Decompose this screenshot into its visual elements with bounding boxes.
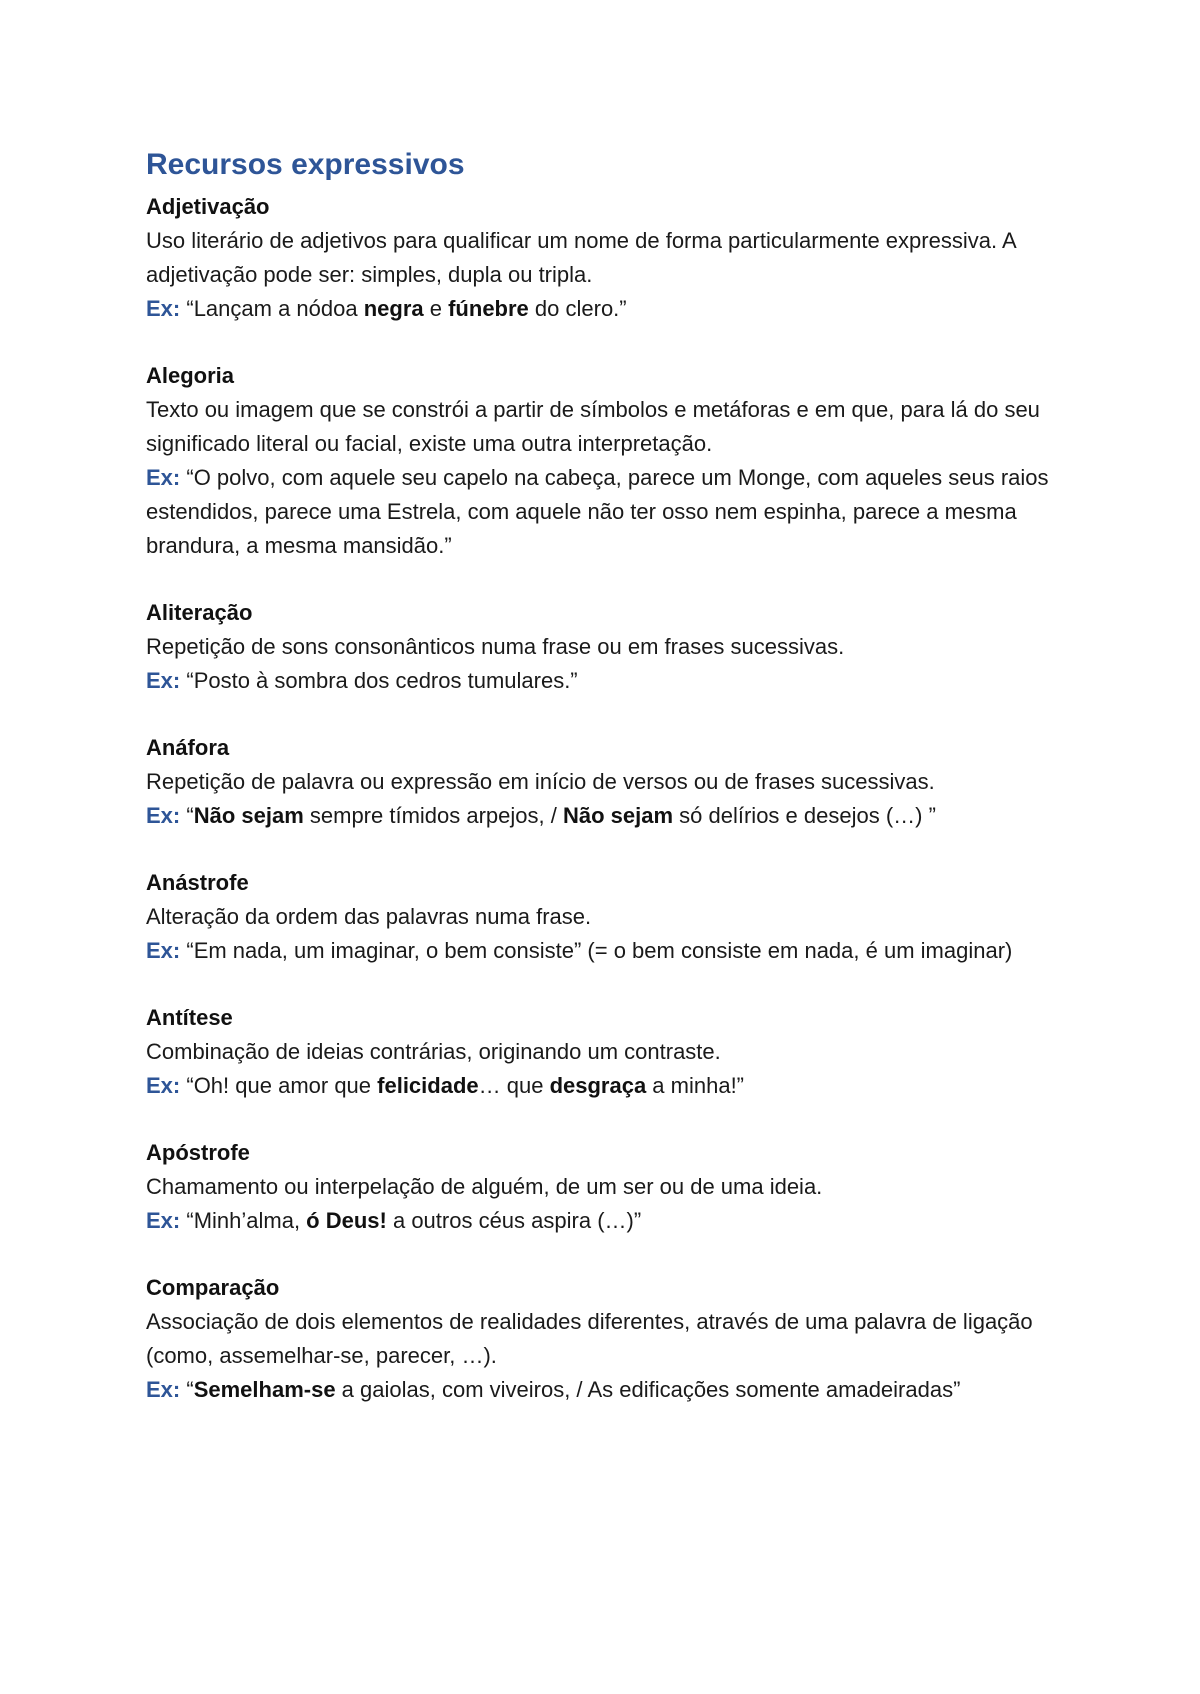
example-segment: só delírios e desejos (…) ” bbox=[673, 803, 936, 828]
example-label: Ex: bbox=[146, 1208, 181, 1233]
example-segment: “Oh! que amor que bbox=[180, 1073, 378, 1098]
term-entry bbox=[146, 190, 1066, 326]
example-text bbox=[180, 1377, 960, 1402]
example-label: Ex: bbox=[146, 465, 181, 490]
example-label: Ex: bbox=[146, 1377, 181, 1402]
example-label: Ex: bbox=[146, 668, 181, 693]
term-example bbox=[146, 461, 1066, 563]
example-emphasis: negra bbox=[363, 296, 424, 321]
term-heading: Apóstrofe bbox=[146, 1140, 250, 1165]
term-example bbox=[146, 292, 1066, 326]
term-example bbox=[146, 664, 1066, 698]
example-text bbox=[146, 465, 1049, 558]
example-segment: sempre tímidos arpejos, / bbox=[303, 803, 563, 828]
example-label: Ex: bbox=[146, 1073, 181, 1098]
term-entry bbox=[146, 866, 1066, 968]
term-example bbox=[146, 1373, 1066, 1407]
page-title: Recursos expressivos bbox=[146, 148, 465, 181]
term-definition: Combinação de ideias contrárias, originando um contraste. bbox=[146, 1039, 721, 1064]
example-emphasis: felicidade bbox=[377, 1073, 479, 1098]
example-segment: “Lançam a nódoa bbox=[180, 296, 364, 321]
term-entry bbox=[146, 1136, 1066, 1238]
term-example bbox=[146, 1204, 1066, 1238]
example-segment: … que bbox=[478, 1073, 550, 1098]
example-segment: “Minh’alma, bbox=[180, 1208, 307, 1233]
term-heading: Adjetivação bbox=[146, 194, 270, 219]
term-definition: Texto ou imagem que se constrói a partir de símbolos e metáforas e em que, para lá do seu significado literal ou facial, existe uma outra interpretação. bbox=[146, 397, 1040, 456]
example-label: Ex: bbox=[146, 296, 181, 321]
example-text bbox=[180, 938, 1012, 963]
document-page bbox=[146, 146, 1066, 1440]
term-definition: Chamamento ou interpelação de alguém, de um ser ou de uma ideia. bbox=[146, 1174, 823, 1199]
term-example bbox=[146, 799, 1066, 833]
term-definition: Alteração da ordem das palavras numa frase. bbox=[146, 904, 592, 929]
example-segment: “Posto à sombra dos cedros tumulares.” bbox=[180, 668, 578, 693]
example-emphasis: fúnebre bbox=[448, 296, 529, 321]
term-example bbox=[146, 1069, 1066, 1103]
term-definition: Uso literário de adjetivos para qualificar um nome de forma particularmente expressiva. A adjetivação pode ser: simples, dupla ou tripla. bbox=[146, 228, 1016, 287]
example-segment: “O polvo, com aquele seu capelo na cabeça, parece um Monge, com aqueles seus raios estendidos, parece uma Estrela, com aquele não ter osso nem espinha, parece a mesma brandura, a mesma mansidão.” bbox=[146, 465, 1049, 558]
term-definition: Repetição de sons consonânticos numa frase ou em frases sucessivas. bbox=[146, 634, 845, 659]
example-emphasis: Semelham-se bbox=[193, 1377, 336, 1402]
term-example bbox=[146, 934, 1066, 968]
term-heading: Anáfora bbox=[146, 735, 230, 760]
example-text bbox=[180, 803, 936, 828]
term-heading: Anástrofe bbox=[146, 870, 249, 895]
example-segment: a minha!” bbox=[646, 1073, 745, 1098]
term-heading: Aliteração bbox=[146, 600, 253, 625]
term-definition: Associação de dois elementos de realidades diferentes, através de uma palavra de ligação (como, assemelhar-se, parecer, …). bbox=[146, 1309, 1033, 1368]
term-entry bbox=[146, 731, 1066, 833]
example-segment: do clero.” bbox=[528, 296, 627, 321]
example-emphasis: Não sejam bbox=[193, 803, 304, 828]
example-label: Ex: bbox=[146, 803, 181, 828]
term-entry bbox=[146, 1001, 1066, 1103]
example-text bbox=[180, 1208, 641, 1233]
example-emphasis: desgraça bbox=[549, 1073, 647, 1098]
term-heading: Antítese bbox=[146, 1005, 233, 1030]
example-segment: a outros céus aspira (…)” bbox=[386, 1208, 642, 1233]
term-entry bbox=[146, 1271, 1066, 1407]
term-definition: Repetição de palavra ou expressão em início de versos ou de frases sucessivas. bbox=[146, 769, 935, 794]
example-segment: “ bbox=[180, 803, 194, 828]
example-segment: e bbox=[423, 296, 449, 321]
example-label: Ex: bbox=[146, 938, 181, 963]
example-segment: “ bbox=[180, 1377, 194, 1402]
term-entry bbox=[146, 359, 1066, 563]
example-text bbox=[180, 296, 626, 321]
term-heading: Comparação bbox=[146, 1275, 280, 1300]
example-emphasis: ó Deus! bbox=[306, 1208, 387, 1233]
term-entry bbox=[146, 596, 1066, 698]
example-segment: “Em nada, um imaginar, o bem consiste” (= o bem consiste em nada, é um imaginar) bbox=[180, 938, 1013, 963]
example-text bbox=[180, 1073, 744, 1098]
term-heading: Alegoria bbox=[146, 363, 235, 388]
example-segment: a gaiolas, com viveiros, / As edificações somente amadeiradas” bbox=[335, 1377, 961, 1402]
example-text bbox=[180, 668, 577, 693]
entries-list bbox=[146, 190, 1066, 1407]
example-emphasis: Não sejam bbox=[562, 803, 674, 828]
